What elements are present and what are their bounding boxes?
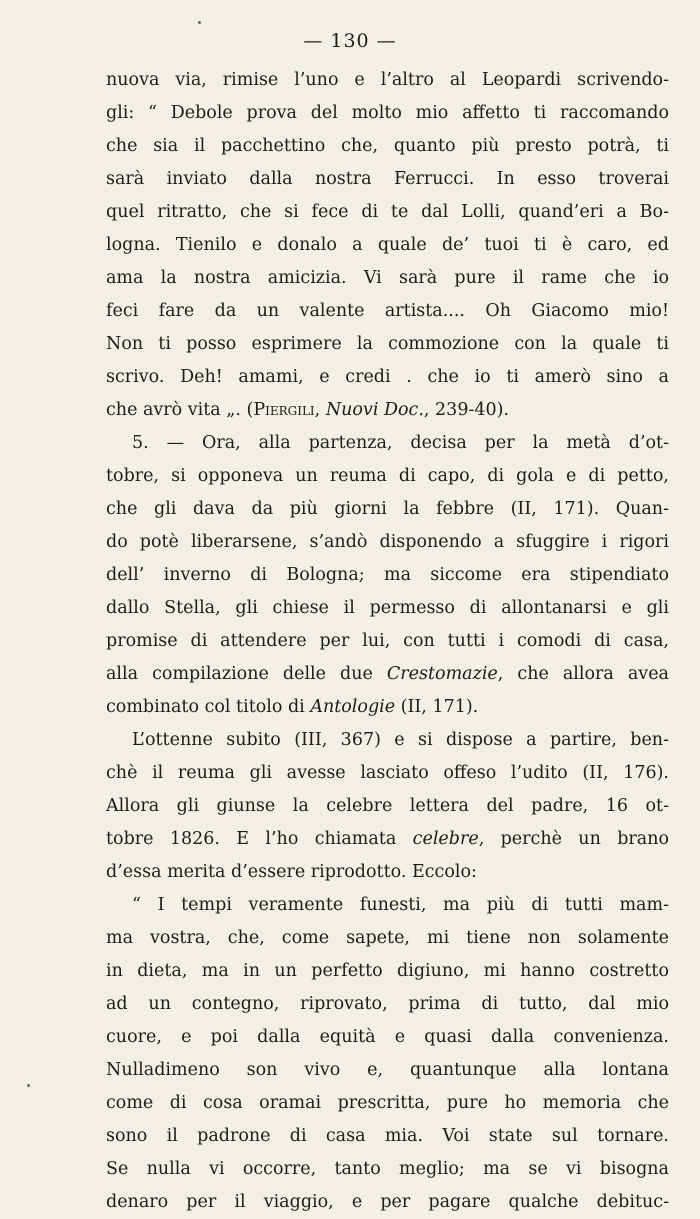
text-segment: do potè liberarsene, s’andò disponendo a sfuggire i rigori bbox=[106, 532, 669, 552]
page-number: — 130 — bbox=[303, 30, 397, 52]
body-text bbox=[106, 64, 669, 1219]
text-segment: Se nulla vi occorre, tanto meglio; ma se vi bisogna bbox=[106, 1159, 669, 1179]
text-line bbox=[106, 394, 669, 427]
text-line bbox=[106, 1186, 669, 1219]
text-segment: che gli dava da più giorni la febbre (II, 171). Quan- bbox=[106, 499, 669, 519]
text-segment: combinato col titolo di bbox=[106, 697, 311, 717]
text-segment: cuore, e poi dalla equità e quasi dalla convenienza. bbox=[106, 1027, 669, 1047]
text-line bbox=[106, 130, 669, 163]
text-line bbox=[106, 823, 669, 856]
text-line bbox=[106, 922, 669, 955]
text-segment: , perchè un brano bbox=[478, 829, 669, 849]
italic-text: Crestomazie bbox=[386, 664, 498, 684]
text-segment: alla compilazione delle due bbox=[106, 664, 387, 684]
text-line bbox=[106, 691, 669, 724]
text-segment: (II, 171). bbox=[395, 697, 479, 717]
text-line bbox=[106, 493, 669, 526]
text-segment: Nulladimeno son vivo e, quantunque alla lontana bbox=[106, 1060, 669, 1080]
text-segment: Allora gli giunse la celebre lettera del padre, 16 ot- bbox=[106, 796, 669, 816]
text-line bbox=[106, 592, 669, 625]
text-segment: ad un contegno, riprovato, prima di tutto, dal mio bbox=[106, 994, 669, 1014]
text-line bbox=[106, 790, 669, 823]
text-segment: in dieta, ma in un perfetto digiuno, mi hanno costretto bbox=[106, 961, 669, 981]
text-segment: logna. Tienilo e donalo a quale de’ tuoi ti è caro, ed bbox=[106, 235, 669, 255]
text-line bbox=[106, 196, 669, 229]
text-segment: dell’ inverno di Bologna; ma siccome era stipendiato bbox=[106, 565, 669, 585]
text-line bbox=[106, 97, 669, 130]
text-segment: tobre, si opponeva un reuma di capo, di gola e di petto, bbox=[106, 466, 669, 486]
italic-text: celebre bbox=[412, 829, 479, 849]
text-line bbox=[106, 526, 669, 559]
text-segment: nuova via, rimise l’uno e l’altro al Leopardi scrivendo- bbox=[106, 70, 669, 90]
text-line bbox=[106, 64, 669, 97]
text-line bbox=[106, 427, 669, 460]
text-segment: gli: “ Debole prova del molto mio affetto ti raccomando bbox=[106, 103, 669, 123]
paper-speck bbox=[198, 21, 201, 24]
text-line bbox=[106, 724, 669, 757]
text-segment: feci fare da un valente artista.... Oh Giacomo mio! bbox=[106, 301, 669, 321]
text-segment: promise di attendere per lui, con tutti i comodi di casa, bbox=[106, 631, 669, 651]
text-line bbox=[106, 361, 669, 394]
text-line bbox=[106, 1153, 669, 1186]
text-line bbox=[106, 1054, 669, 1087]
italic-text: Nuovi Doc. bbox=[325, 400, 424, 420]
text-segment: , 239-40). bbox=[423, 400, 510, 420]
text-line bbox=[106, 163, 669, 196]
text-line bbox=[106, 1021, 669, 1054]
text-line bbox=[106, 658, 669, 691]
small-caps-text: Piergili bbox=[253, 400, 315, 420]
text-segment: 5. — Ora, alla partenza, decisa per la metà d’ot- bbox=[132, 433, 669, 453]
text-segment: ama la nostra amicizia. Vi sarà pure il rame che io bbox=[106, 268, 669, 288]
text-segment: sono il padrone di casa mia. Voi state sul tornare. bbox=[106, 1126, 669, 1146]
text-segment: , bbox=[314, 400, 326, 420]
italic-text: Antologie bbox=[310, 697, 396, 717]
text-segment: che sia il pacchettino che, quanto più presto potrà, ti bbox=[106, 136, 669, 156]
text-segment: d’essa merita d’essere riprodotto. Eccolo: bbox=[106, 862, 477, 882]
text-segment: L’ottenne subito (III, 367) e si dispose a partire, ben- bbox=[132, 730, 669, 750]
text-segment: che avrò vita „. ( bbox=[106, 400, 254, 420]
text-segment: “ I tempi veramente funesti, ma più di tutti mam- bbox=[132, 895, 669, 915]
text-line bbox=[106, 460, 669, 493]
text-segment: ma vostra, che, come sapete, mi tiene non solamente bbox=[106, 928, 669, 948]
text-segment: Non ti posso esprimere la commozione con la quale ti bbox=[106, 334, 669, 354]
text-line bbox=[106, 988, 669, 1021]
text-segment: tobre 1826. E l’ho chiamata bbox=[106, 829, 413, 849]
text-segment: scrivo. Deh! amami, e credi . che io ti amerò sino a bbox=[106, 367, 669, 387]
text-segment: dallo Stella, gli chiese il permesso di allontanarsi e gli bbox=[106, 598, 669, 618]
text-line bbox=[106, 889, 669, 922]
text-line bbox=[106, 757, 669, 790]
text-segment: quel ritratto, che si fece di te dal Lolli, quand’eri a Bo- bbox=[106, 202, 669, 222]
text-line bbox=[106, 328, 669, 361]
text-line bbox=[106, 559, 669, 592]
text-line bbox=[106, 625, 669, 658]
paper-speck bbox=[27, 1084, 30, 1087]
text-line bbox=[106, 295, 669, 328]
text-segment: denaro per il viaggio, e per pagare qualche debituc- bbox=[106, 1192, 669, 1212]
text-segment: come di cosa oramai prescritta, pure ho memoria che bbox=[106, 1093, 669, 1113]
text-segment: chè il reuma gli avesse lasciato offeso l’udito (II, 176). bbox=[106, 763, 669, 783]
text-segment: sarà inviato dalla nostra Ferrucci. In esso troverai bbox=[106, 169, 669, 189]
text-line bbox=[106, 1120, 669, 1153]
text-line bbox=[106, 955, 669, 988]
text-segment: , che allora avea bbox=[497, 664, 669, 684]
text-line bbox=[106, 229, 669, 262]
text-line bbox=[106, 262, 669, 295]
text-line bbox=[106, 856, 669, 889]
